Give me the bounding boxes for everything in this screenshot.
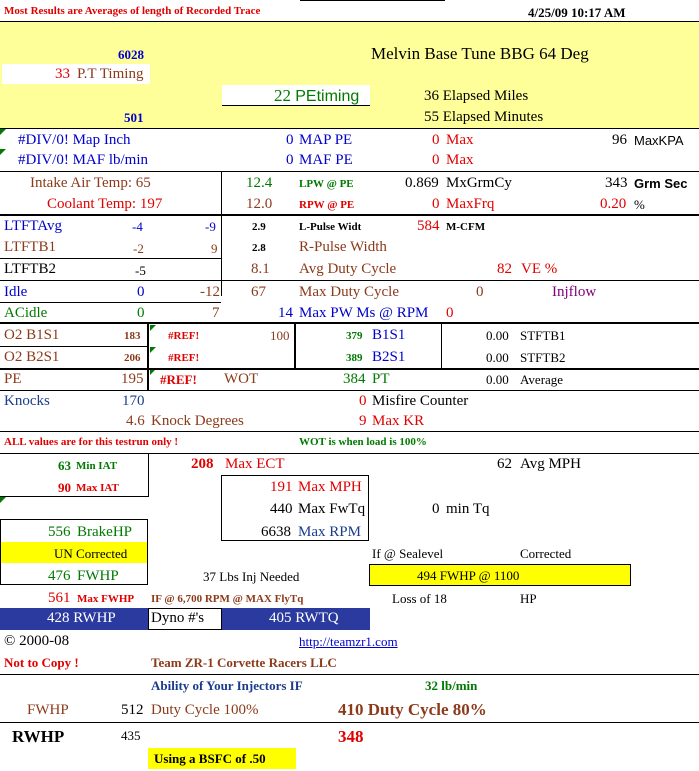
maxkpa-value: 96: [612, 132, 627, 148]
maf-pe-value: 0: [286, 152, 294, 168]
b1s1-right-label: B1S1: [372, 327, 406, 343]
ref-3: #REF!: [160, 372, 197, 387]
maxduty-v2: 0: [476, 284, 484, 300]
rpm-value: 6028: [118, 47, 144, 62]
idle-label: Idle: [4, 284, 28, 300]
b1s1-right-value: 379: [346, 330, 363, 342]
pt-timing-value: 33: [55, 66, 70, 82]
injflow-label: Injflow: [552, 284, 597, 300]
rpulse-value: 2.8: [252, 242, 266, 254]
corrected-label: Corrected: [520, 546, 572, 561]
inj-duty100: Duty Cycle 100%: [151, 702, 259, 718]
rpw-value: 12.0: [246, 196, 273, 212]
map-max-value: 0: [432, 132, 440, 148]
pt-label: PT: [372, 371, 390, 387]
inj-rwhp-80: 348: [338, 727, 364, 746]
petiming: [274, 87, 359, 105]
max-mph-value: 191: [270, 479, 293, 495]
divider: [0, 302, 221, 303]
avg-mph-label: Avg MPH: [520, 456, 581, 472]
grmsec-label: Grm Sec: [634, 176, 688, 191]
misfire-value: 0: [359, 393, 367, 409]
misfire-label: Misfire Counter: [372, 393, 469, 409]
divider: [0, 214, 699, 216]
map-inch: #DIV/0! Map Inch: [18, 132, 131, 148]
inj-rwhp-100: 435: [121, 728, 141, 743]
petiming-label: PEtiming: [295, 88, 360, 105]
ltftb1-label: LTFTB1: [4, 239, 56, 255]
header-note: Most Results are Averages of length of Recorded Trace: [4, 5, 261, 17]
min-tq-label: min Tq: [446, 501, 490, 517]
site-link[interactable]: http://teamzr1.com: [299, 634, 398, 649]
maf-lb-min: #DIV/0! MAF lb/min: [18, 152, 149, 168]
elapsed-miles-value: 36: [424, 88, 439, 104]
divider: [0, 128, 699, 129]
divider: [147, 324, 149, 390]
stftb1-label: STFTB1: [520, 328, 566, 343]
ltftb2-a: -5: [135, 263, 146, 278]
coolant-temp: Coolant Temp: 197: [47, 196, 163, 212]
all-values-note: ALL values are for this testrun only !: [4, 436, 179, 448]
lpw-label: LPW @ PE: [299, 178, 354, 190]
hp-label: HP: [520, 591, 537, 606]
ltftb2-label: LTFTB2: [4, 261, 56, 277]
o2-b1s1-label: O2 B1S1: [4, 327, 60, 343]
fwhp-label: FWHP: [77, 568, 119, 584]
value-501: 501: [124, 110, 144, 125]
maxfrq-value: 0: [432, 196, 440, 212]
comment-marker: [0, 149, 6, 155]
injector-lbmin: 32 lb/min: [425, 678, 478, 693]
maxkpa-label: MaxKPA: [634, 133, 684, 148]
if-sealevel-label: If @ Sealevel: [372, 546, 444, 561]
uncorrected-label: UN Corrected: [54, 546, 128, 561]
max-ect-label: Max ECT: [225, 456, 285, 472]
ve-label: VE %: [521, 261, 558, 277]
max-fwhp-value: 561: [48, 590, 71, 606]
company-name: Team ZR-1 Corvette Racers LLC: [151, 655, 337, 670]
average-label: Average: [520, 372, 564, 387]
if-6700-note: IF @ 6,700 RPM @ MAX FlyTq: [151, 593, 304, 605]
fwhp-value: 476: [48, 568, 71, 584]
maxkr-value: 9: [359, 413, 367, 429]
acidle-a: 0: [137, 305, 145, 321]
header-rule: [300, 0, 445, 1]
avgduty-label: Avg Duty Cycle: [299, 261, 397, 277]
dyno-label: Dyno #'s: [151, 610, 205, 626]
elapsed-minutes: [424, 110, 543, 125]
b2s1-right-value: 389: [346, 352, 363, 364]
wot-note: WOT is when load is 100%: [299, 436, 427, 448]
rpw-label: RPW @ PE: [299, 199, 355, 211]
divider: [0, 21, 699, 22]
comment-marker: [150, 325, 156, 331]
min-iat-value: 63: [58, 458, 71, 473]
max-fwtq-label: Max FwTq: [298, 501, 366, 517]
knocks-value: 170: [122, 393, 145, 409]
idle-b: -12: [200, 284, 220, 300]
max-ect-value: 208: [191, 456, 214, 472]
divider: [0, 171, 699, 172]
map-pe-value: 0: [286, 132, 294, 148]
brakehp-value: 556: [48, 524, 71, 540]
bsfc-note: Using a BSFC of .50: [154, 751, 266, 766]
comment-marker: [0, 497, 6, 503]
inj-fwhp-label: FWHP: [27, 702, 69, 718]
inj-rwhp-label: RWHP: [12, 727, 65, 746]
comment-marker: [150, 347, 156, 353]
map-max-label: Max: [446, 132, 474, 148]
maxfrq-label: MaxFrq: [446, 196, 495, 212]
stftb2-label: STFTB2: [520, 350, 566, 365]
ltftavg-a: -4: [132, 219, 143, 234]
not-to-copy: Not to Copy !: [4, 655, 79, 670]
copyright: © 2000-08: [4, 633, 70, 649]
pt-timing-label: P.T Timing: [77, 66, 144, 82]
maxduty-value: 67: [251, 284, 266, 300]
divider: [0, 258, 221, 259]
pe-value: 195: [121, 371, 144, 387]
ref-1-value: 100: [270, 328, 290, 343]
ve-value: 82: [497, 261, 512, 277]
inj-fwhp-100: 512: [121, 702, 144, 718]
maxpw-value: 14: [278, 305, 293, 321]
maf-max-value: 0: [432, 152, 440, 168]
elapsed-miles: [424, 89, 528, 104]
ltftb1-b: 9: [211, 241, 218, 256]
max-rpm-label: Max RPM: [298, 524, 361, 540]
max-rpm-value: 6638: [261, 524, 291, 540]
knock-degrees-label: Knock Degrees: [151, 413, 244, 429]
elapsed-minutes-label: Elapsed Minutes: [442, 109, 544, 125]
ltftb1-a: -2: [133, 241, 144, 256]
o2-b2s1-value: 206: [124, 352, 141, 364]
pct-label: %: [634, 197, 645, 212]
elapsed-minutes-value: 55: [424, 109, 439, 125]
inj-needed: 37 Lbs Inj Needed: [203, 569, 300, 584]
elapsed-miles-label: Elapsed Miles: [442, 88, 529, 104]
avgduty-value: 8.1: [251, 261, 270, 277]
max-iat-label: Max IAT: [76, 482, 119, 494]
min-tq-value: 0: [432, 501, 440, 517]
sealevel-fwhp: 494 FWHP @ 1100: [417, 568, 520, 583]
divider: [0, 722, 699, 723]
pe-label: PE: [4, 371, 22, 387]
divider: [0, 280, 699, 281]
stftb1-value: 0.00: [486, 328, 509, 343]
idle-a: 0: [137, 284, 145, 300]
inj-duty80: 410 Duty Cycle 80%: [338, 700, 487, 719]
acidle-label: ACidle: [4, 305, 48, 321]
wot-label: WOT: [224, 371, 259, 387]
tune-name: Melvin Base Tune BBG 64 Deg: [371, 44, 589, 63]
acidle-b: 7: [212, 305, 220, 321]
intake-air-temp: Intake Air Temp: 65: [30, 175, 151, 191]
max-mph-label: Max MPH: [298, 479, 362, 495]
brakehp-label: BrakeHP: [77, 524, 132, 540]
divider: [0, 390, 699, 391]
min-iat-label: Min IAT: [76, 460, 118, 472]
maxkr-label: Max KR: [372, 413, 425, 429]
max-fwhp-label: Max FWHP: [77, 593, 135, 605]
ltftavg-label: LTFTAvg: [4, 218, 62, 234]
divider: [441, 324, 442, 369]
map-pe-label: MAP PE: [299, 132, 353, 148]
ref-2: #REF!: [168, 352, 200, 364]
mcfm-value: 584: [417, 218, 440, 234]
iat-box: [0, 454, 149, 497]
knocks-label: Knocks: [4, 393, 50, 409]
lpulse-label: L-Pulse Widt: [299, 221, 362, 233]
pt-value: 384: [343, 371, 366, 387]
divider: [294, 324, 296, 369]
maxduty-label: Max Duty Cycle: [299, 284, 399, 300]
rpulse-label: R-Pulse Width: [299, 239, 387, 255]
mcfm-label: M-CFM: [446, 221, 486, 233]
divider: [0, 674, 699, 675]
comment-marker: [0, 129, 6, 135]
mxgrmcy-label: MxGrmCy: [446, 175, 512, 191]
divider: [0, 322, 699, 324]
maxpw-label: Max PW Ms @ RPM: [299, 305, 429, 321]
pct-value: 0.20: [600, 196, 627, 212]
header-datetime: 4/25/09 10:17 AM: [528, 5, 626, 20]
b2s1-right-label: B2S1: [372, 349, 406, 365]
petiming-value: 22: [274, 86, 291, 105]
max-fwtq-value: 440: [270, 501, 293, 517]
knock-degrees-value: 4.6: [126, 413, 145, 429]
injector-ability: Ability of Your Injectors IF: [151, 678, 303, 693]
rwtq: 405 RWTQ: [269, 610, 339, 626]
ltftavg-b: -9: [205, 219, 216, 234]
divider: [0, 346, 147, 347]
maxpw-rpm: 0: [446, 305, 454, 321]
lpulse-value: 2.9: [252, 221, 266, 233]
mxgrmcy-value: 0.869: [405, 175, 439, 191]
grmsec-value: 343: [605, 175, 628, 191]
loss-of-hp: Loss of 18: [392, 591, 447, 606]
maf-pe-label: MAF PE: [299, 152, 353, 168]
o2-b1s1-value: 183: [124, 330, 141, 342]
divider: [221, 172, 222, 296]
o2-b2s1-label: O2 B2S1: [4, 349, 60, 365]
stftb2-value: 0.00: [486, 350, 509, 365]
average-value: 0.00: [486, 372, 509, 387]
max-iat-value: 90: [58, 480, 71, 495]
lpw-value: 12.4: [246, 175, 273, 191]
divider: [0, 431, 699, 432]
divider: [0, 368, 699, 370]
avg-mph-value: 62: [497, 456, 512, 472]
rwhp: 428 RWHP: [47, 610, 116, 626]
maf-max-label: Max: [446, 152, 474, 168]
ref-1: #REF!: [168, 330, 200, 342]
